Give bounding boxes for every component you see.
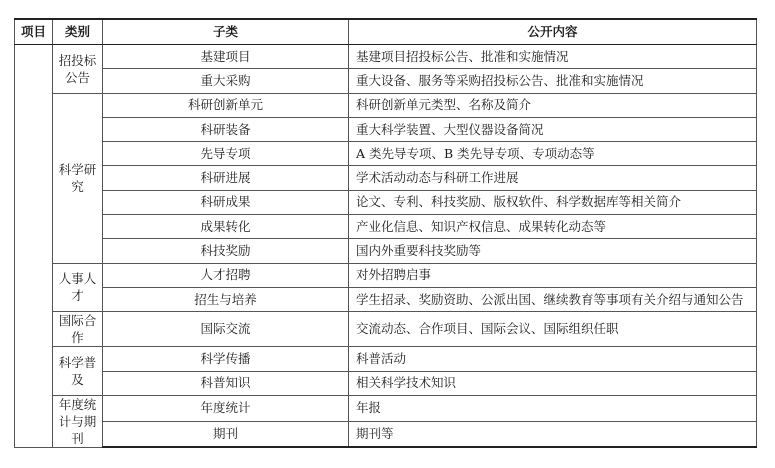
subcategory-cell: 人才招聘 xyxy=(103,263,349,287)
category-cell: 科学研究 xyxy=(53,93,103,263)
table-row xyxy=(15,117,757,141)
subcategory-cell: 科普知识 xyxy=(103,371,349,395)
subcategory-cell: 科学传播 xyxy=(103,347,349,371)
table-body xyxy=(15,45,757,448)
table-row xyxy=(15,347,757,371)
content-cell: 国内外重要科技奖励等 xyxy=(349,239,757,263)
header-item: 项目 xyxy=(15,19,53,45)
table-row xyxy=(15,69,757,93)
content-cell: 重大科学装置、大型仪器设备简况 xyxy=(349,117,757,141)
category-cell: 人事人才 xyxy=(53,263,103,312)
table-row xyxy=(15,263,757,287)
header-row xyxy=(15,19,757,45)
subcategory-cell: 成果转化 xyxy=(103,215,349,239)
subcategory-cell: 科研创新单元 xyxy=(103,93,349,117)
category-cell: 招投标公告 xyxy=(53,45,103,94)
category-cell: 年度统计与期刊 xyxy=(53,395,103,447)
content-cell: 交流动态、合作项目、国际会议、国际组织任职 xyxy=(349,312,757,347)
table-row xyxy=(15,190,757,214)
subcategory-cell: 基建项目 xyxy=(103,45,349,69)
content-cell: 产业化信息、知识产权信息、成果转化动态等 xyxy=(349,215,757,239)
table-row xyxy=(15,45,757,69)
subcategory-cell: 科研进展 xyxy=(103,166,349,190)
subcategory-cell: 科技奖励 xyxy=(103,239,349,263)
category-cell: 科学普及 xyxy=(53,347,103,396)
subcategory-cell: 国际交流 xyxy=(103,312,349,347)
table-row xyxy=(15,371,757,395)
subcategory-cell: 年度统计 xyxy=(103,395,349,421)
disclosure-table xyxy=(14,18,757,448)
table-row xyxy=(15,312,757,347)
content-cell: 年报 xyxy=(349,395,757,421)
table-row xyxy=(15,93,757,117)
subcategory-cell: 重大采购 xyxy=(103,69,349,93)
header-content: 公开内容 xyxy=(349,19,757,45)
content-cell: A 类先导专项、B 类先导专项、专项动态等 xyxy=(349,142,757,166)
table-row xyxy=(15,395,757,421)
table-row xyxy=(15,239,757,263)
content-cell: 重大设备、服务等采购招投标公告、批准和实施情况 xyxy=(349,69,757,93)
content-cell: 对外招聘启事 xyxy=(349,263,757,287)
header-category: 类别 xyxy=(53,19,103,45)
subcategory-cell: 科研装备 xyxy=(103,117,349,141)
category-cell: 国际合作 xyxy=(53,312,103,347)
table-row xyxy=(15,142,757,166)
item-cell xyxy=(15,45,53,448)
content-cell: 科普活动 xyxy=(349,347,757,371)
subcategory-cell: 科研成果 xyxy=(103,190,349,214)
content-cell: 基建项目招投标公告、批准和实施情况 xyxy=(349,45,757,69)
table-row xyxy=(15,215,757,239)
content-cell: 期刊等 xyxy=(349,421,757,447)
subcategory-cell: 先导专项 xyxy=(103,142,349,166)
table-row xyxy=(15,166,757,190)
header-subcategory: 子类 xyxy=(103,19,349,45)
table-row xyxy=(15,287,757,311)
content-cell: 论文、专利、科技奖励、版权软件、科学数据库等相关简介 xyxy=(349,190,757,214)
subcategory-cell: 期刊 xyxy=(103,421,349,447)
disclosure-table-wrapper xyxy=(14,18,757,448)
content-cell: 学生招录、奖励资助、公派出国、继续教育等事项有关介绍与通知公告 xyxy=(349,287,757,311)
table-row xyxy=(15,421,757,447)
content-cell: 相关科学技术知识 xyxy=(349,371,757,395)
content-cell: 科研创新单元类型、名称及简介 xyxy=(349,93,757,117)
subcategory-cell: 招生与培养 xyxy=(103,287,349,311)
content-cell: 学术活动动态与科研工作进展 xyxy=(349,166,757,190)
